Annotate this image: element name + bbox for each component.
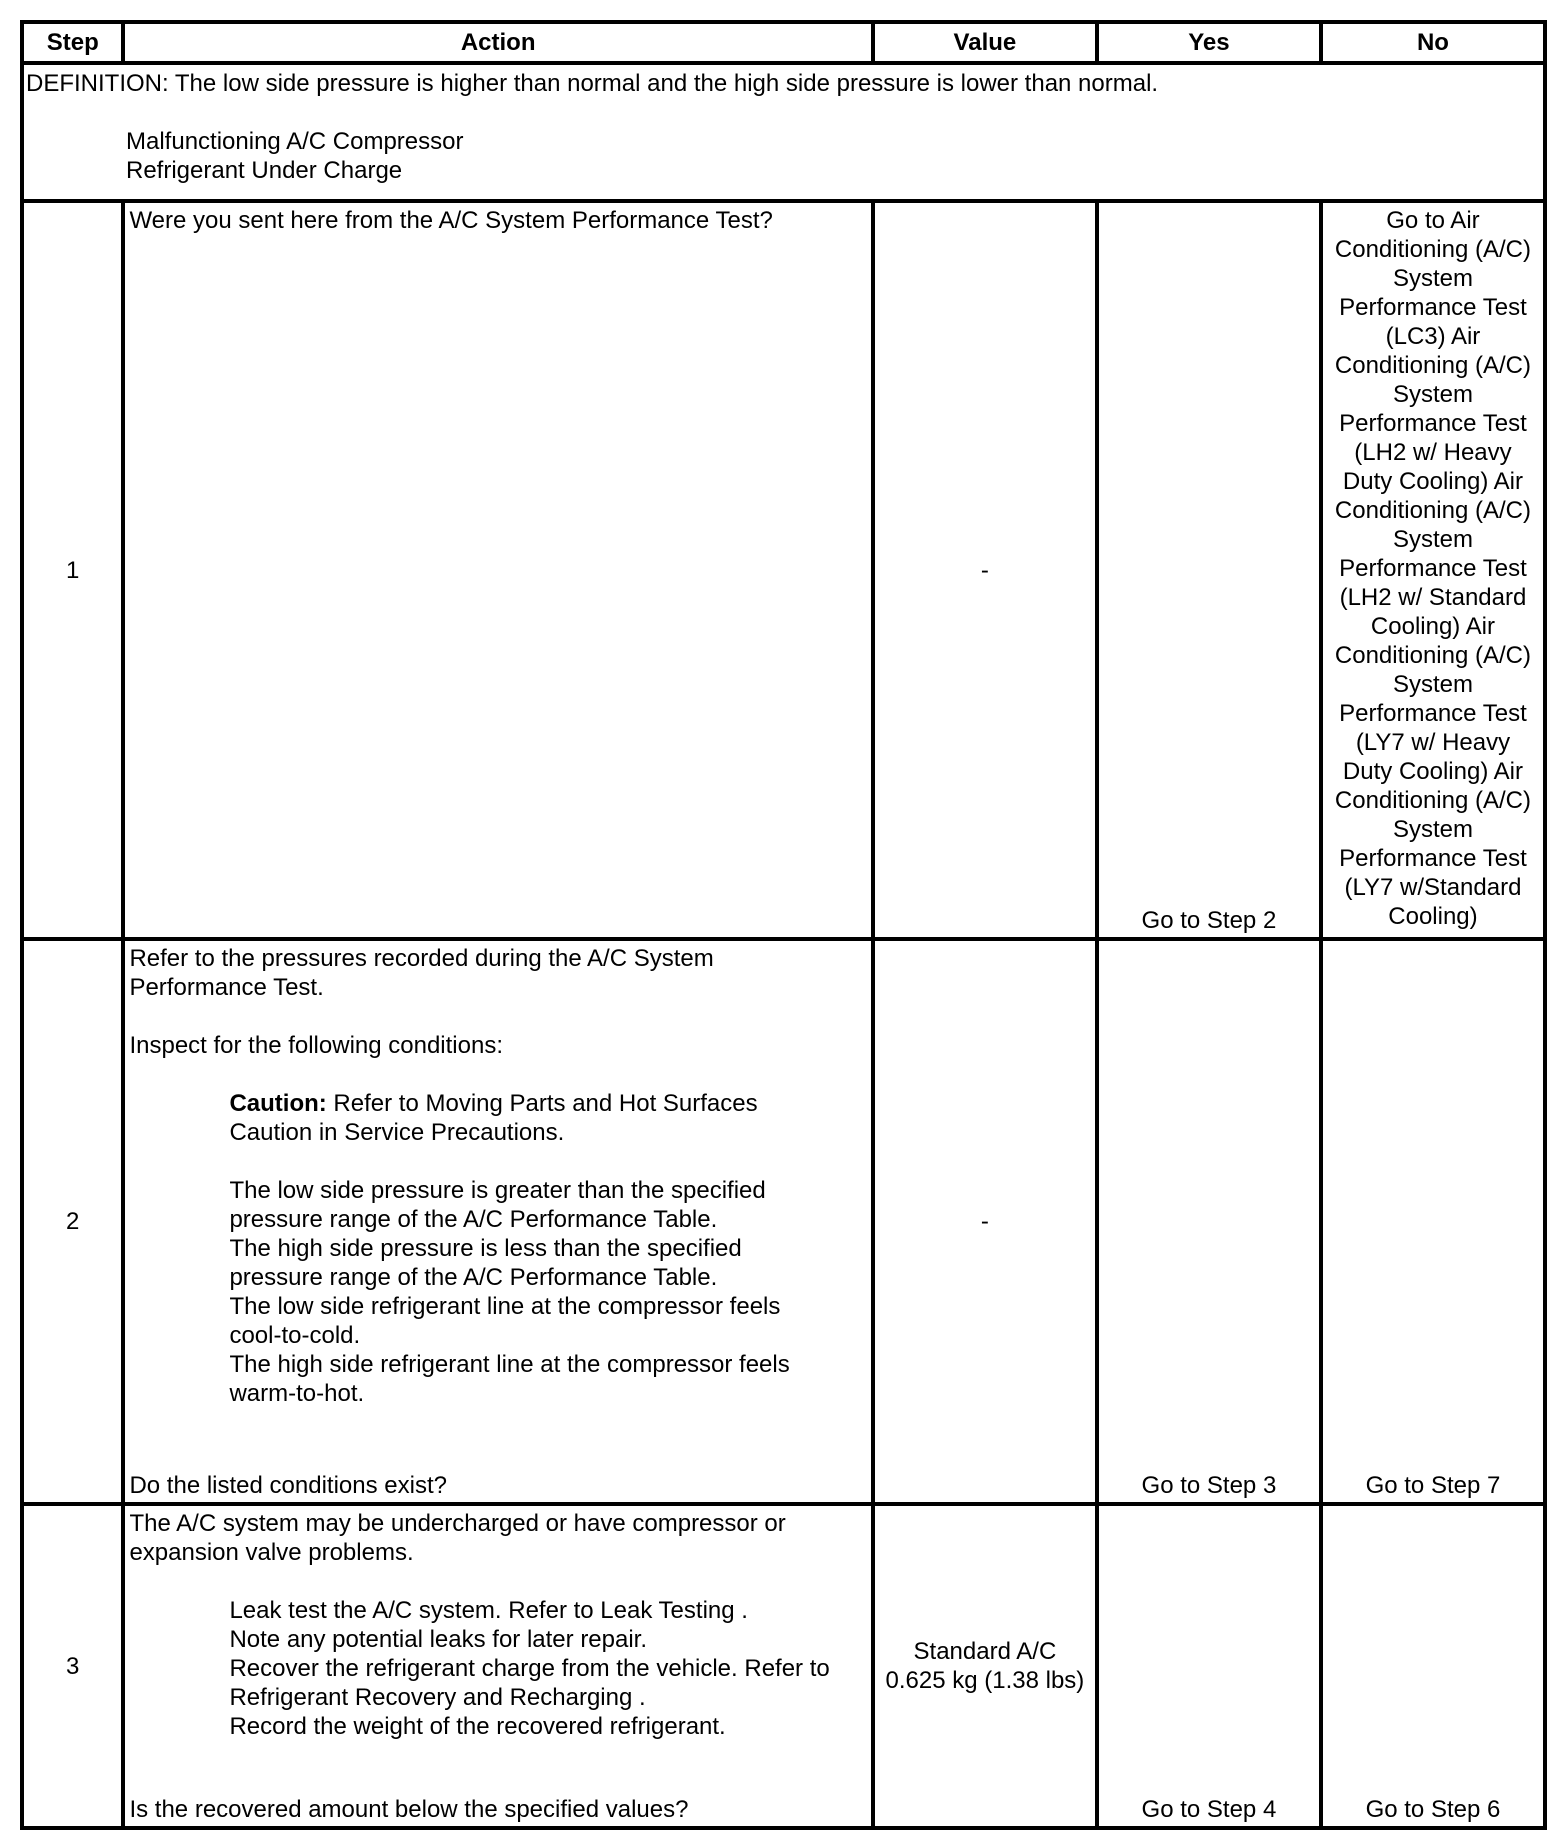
value-cell: - — [873, 201, 1097, 939]
step-number: 3 — [22, 1504, 123, 1828]
procedure-list — [129, 1596, 866, 1741]
list-item: The high side refrigerant line at the compressor feels — [229, 1351, 790, 1378]
caution-label: Caution: — [229, 1090, 327, 1117]
value-cell: - — [873, 939, 1097, 1504]
header-action: Action — [123, 22, 872, 63]
list-item: Refrigerant Recovery and Recharging . — [229, 1684, 646, 1711]
header-value: Value — [873, 22, 1097, 63]
action-question: Is the recovered amount below the specified values? — [129, 1796, 689, 1823]
list-item: The low side refrigerant line at the compressor feels — [229, 1293, 781, 1320]
value-line: Standard A/C — [913, 1638, 1057, 1665]
list-item: warm-to-hot. — [229, 1380, 365, 1407]
diagnostic-table — [20, 20, 1547, 1830]
list-item: The low side pressure is greater than the specified — [229, 1177, 766, 1204]
table-row-step-3 — [22, 1504, 1545, 1828]
conditions-list — [129, 1176, 866, 1408]
action-question: Were you sent here from the A/C System Performance Test? — [129, 207, 773, 234]
definition-cell — [22, 63, 1545, 201]
header-row — [22, 22, 1545, 63]
action-intro: Refer to the pressures recorded during the A/C System — [129, 945, 714, 972]
list-item: Recover the refrigerant charge from the vehicle. Refer to — [229, 1655, 830, 1682]
no-cell: Go to Step 6 — [1321, 1504, 1545, 1828]
list-item: pressure range of the A/C Performance Table. — [229, 1206, 718, 1233]
definition-row — [22, 63, 1545, 201]
yes-cell: Go to Step 3 — [1097, 939, 1321, 1504]
header-yes: Yes — [1097, 22, 1321, 63]
header-step: Step — [22, 22, 123, 63]
step-number: 2 — [22, 939, 123, 1504]
action-question: Do the listed conditions exist? — [129, 1472, 447, 1499]
no-cell: Go to Step 7 — [1321, 939, 1545, 1504]
definition-text: DEFINITION: The low side pressure is higher than normal and the high side pressure is lower than normal. — [26, 70, 1159, 97]
table-row-step-2 — [22, 939, 1545, 1504]
action-intro: Inspect for the following conditions: — [129, 1032, 503, 1059]
no-cell-text: Go to Air Conditioning (A/C) System Performance Test (LC3) Air Conditioning (A/C) System Performance Test (LH2 w/ Heavy Duty Cooling) Air Conditioning (A/C) System Performance Test (LH2 w/ Standard Cooling) Air Conditioning (A/C) System Performance Test (LY7 w/ Heavy Duty Cooling) Air Conditioning (A/C) System Performance Test (LY7 w/Standard Cooling) — [1334, 207, 1531, 930]
value-cell — [873, 1504, 1097, 1828]
yes-cell: Go to Step 4 — [1097, 1504, 1321, 1828]
no-cell — [1321, 201, 1545, 939]
table-row-step-1 — [22, 201, 1545, 939]
diagnostic-table-page — [20, 20, 1547, 1830]
list-item: pressure range of the A/C Performance Table. — [229, 1264, 718, 1291]
action-cell — [123, 1504, 872, 1828]
action-intro: The A/C system may be undercharged or have compressor or — [129, 1510, 786, 1537]
value-line: 0.625 kg (1.38 lbs) — [885, 1667, 1085, 1694]
cause-item: Malfunctioning A/C Compressor — [126, 128, 464, 155]
cause-item: Refrigerant Under Charge — [126, 157, 403, 184]
action-cell — [123, 939, 872, 1504]
yes-cell: Go to Step 2 — [1097, 201, 1321, 939]
list-item: Leak test the A/C system. Refer to Leak Testing . — [229, 1597, 748, 1624]
action-intro: Performance Test. — [129, 974, 324, 1001]
step-number: 1 — [22, 201, 123, 939]
caution-text: Refer to Moving Parts and Hot Surfaces — [326, 1090, 758, 1117]
list-item: Note any potential leaks for later repair. — [229, 1626, 648, 1653]
list-item: The high side pressure is less than the specified — [229, 1235, 742, 1262]
caution-text: Caution in Service Precautions. — [229, 1119, 565, 1146]
action-intro: expansion valve problems. — [129, 1539, 414, 1566]
caution-note — [129, 1089, 866, 1147]
list-item: cool-to-cold. — [229, 1322, 361, 1349]
definition-causes — [26, 127, 1541, 185]
header-no: No — [1321, 22, 1545, 63]
action-cell — [123, 201, 872, 939]
list-item: Record the weight of the recovered refrigerant. — [229, 1713, 726, 1740]
